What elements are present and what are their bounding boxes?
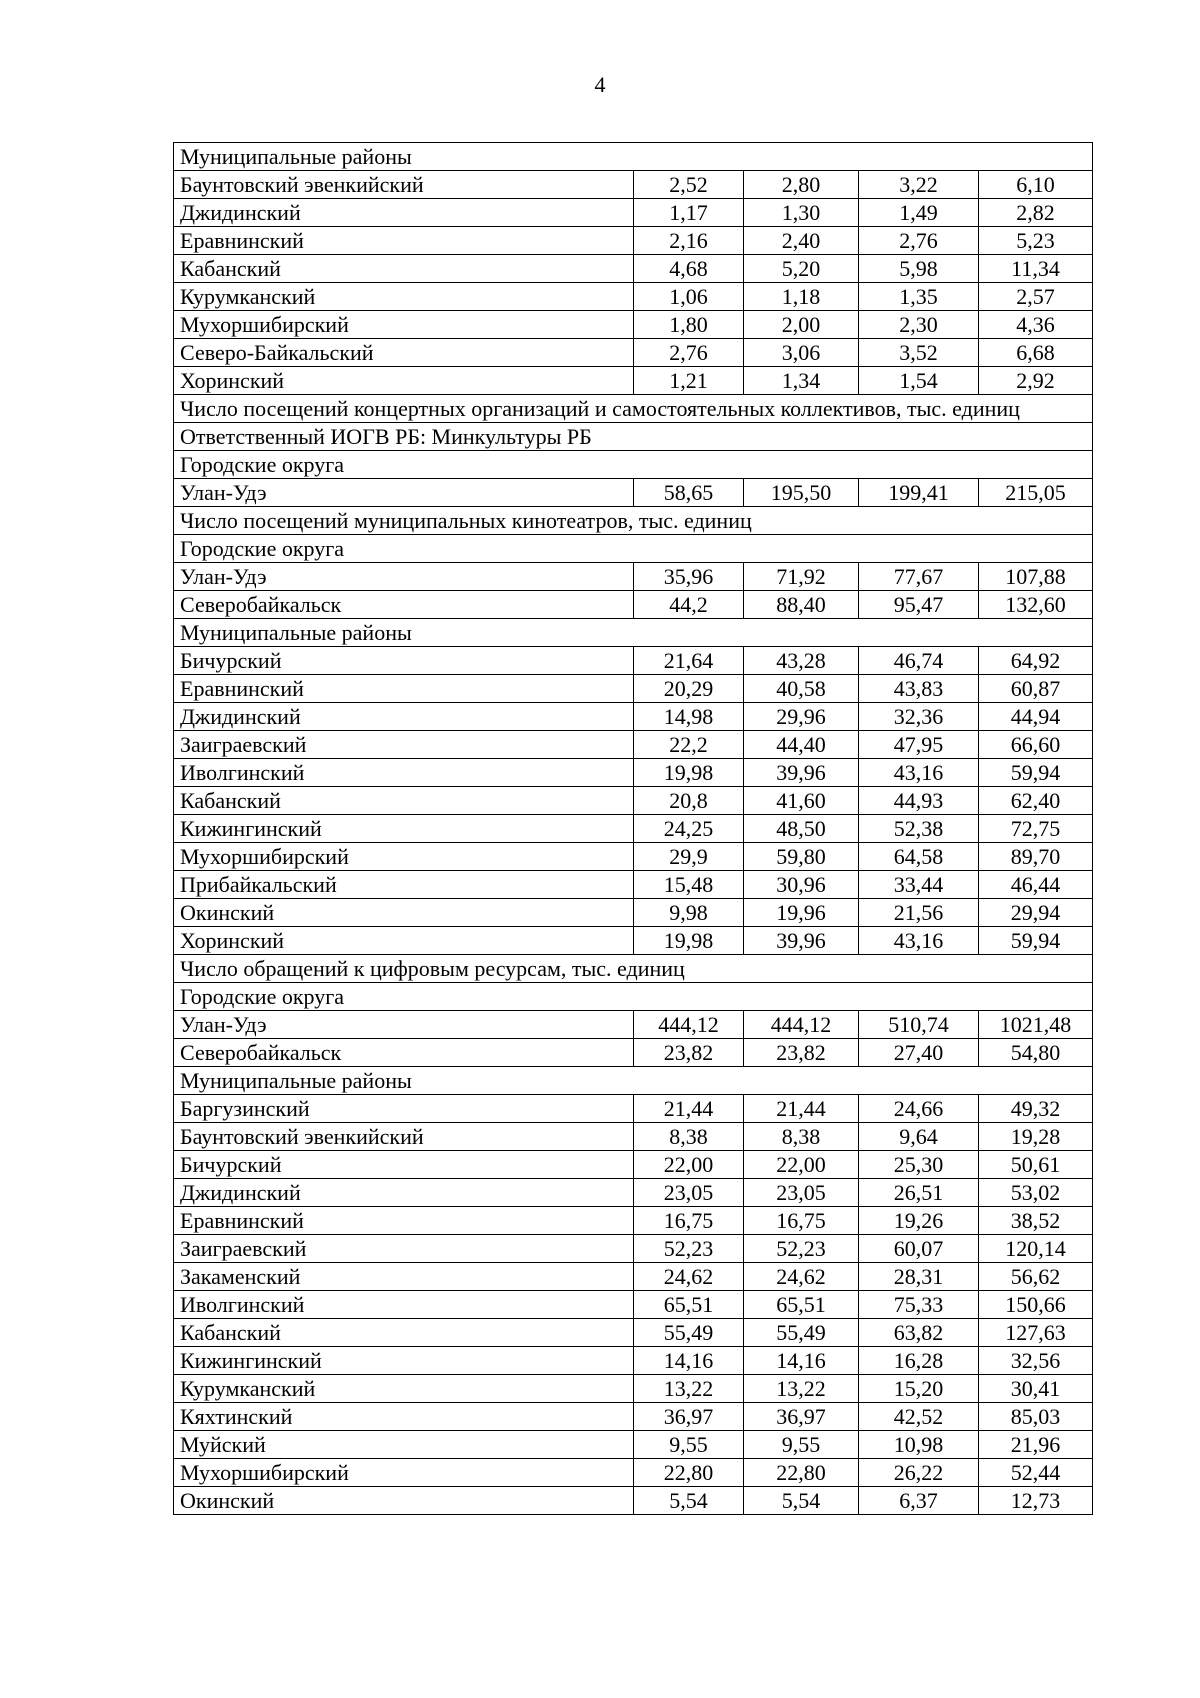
table-row (174, 927, 1093, 955)
value-cell-1: 20,8 (634, 787, 744, 815)
table-row (174, 1039, 1093, 1067)
row-name: Кабанский (174, 787, 634, 815)
value-cell-3: 3,22 (859, 171, 979, 199)
section-header-row (174, 983, 1093, 1011)
value-cell-1: 2,76 (634, 339, 744, 367)
value-cell-1: 21,44 (634, 1095, 744, 1123)
row-name: Джидинский (174, 1179, 634, 1207)
section-header-row (174, 423, 1093, 451)
value-cell-4: 53,02 (979, 1179, 1093, 1207)
row-name: Муйский (174, 1431, 634, 1459)
table-body (174, 143, 1093, 1515)
row-name: Северобайкальск (174, 1039, 634, 1067)
row-name: Джидинский (174, 703, 634, 731)
section-header-row (174, 143, 1093, 171)
value-cell-3: 43,83 (859, 675, 979, 703)
value-cell-2: 23,82 (744, 1039, 859, 1067)
table-row (174, 675, 1093, 703)
section-header-text: Число обращений к цифровым ресурсам, тыс. единиц (174, 955, 1093, 983)
value-cell-1: 13,22 (634, 1375, 744, 1403)
value-cell-4: 107,88 (979, 563, 1093, 591)
value-cell-2: 5,20 (744, 255, 859, 283)
row-name: Окинский (174, 1487, 634, 1515)
page-number: 4 (594, 72, 606, 97)
value-cell-1: 20,29 (634, 675, 744, 703)
value-cell-4: 2,57 (979, 283, 1093, 311)
section-header-row (174, 535, 1093, 563)
value-cell-4: 12,73 (979, 1487, 1093, 1515)
value-cell-3: 77,67 (859, 563, 979, 591)
value-cell-1: 14,98 (634, 703, 744, 731)
value-cell-1: 444,12 (634, 1011, 744, 1039)
row-name: Окинский (174, 899, 634, 927)
table-row (174, 1431, 1093, 1459)
table-row (174, 1347, 1093, 1375)
value-cell-2: 1,34 (744, 367, 859, 395)
value-cell-2: 48,50 (744, 815, 859, 843)
table-row (174, 227, 1093, 255)
section-header-text: Городские округа (174, 535, 1093, 563)
row-name: Иволгинский (174, 759, 634, 787)
value-cell-4: 30,41 (979, 1375, 1093, 1403)
value-cell-4: 89,70 (979, 843, 1093, 871)
value-cell-4: 6,10 (979, 171, 1093, 199)
value-cell-2: 59,80 (744, 843, 859, 871)
row-name: Еравнинский (174, 227, 634, 255)
table-row (174, 1487, 1093, 1515)
value-cell-3: 75,33 (859, 1291, 979, 1319)
table-row (174, 255, 1093, 283)
section-header-text: Число посещений концертных организаций и самостоятельных коллективов, тыс. единиц (174, 395, 1093, 423)
value-cell-1: 19,98 (634, 759, 744, 787)
row-name: Северобайкальск (174, 591, 634, 619)
table-row (174, 1151, 1093, 1179)
section-header-text: Ответственный ИОГВ РБ: Минкультуры РБ (174, 423, 1093, 451)
table-row (174, 731, 1093, 759)
value-cell-3: 64,58 (859, 843, 979, 871)
value-cell-3: 28,31 (859, 1263, 979, 1291)
value-cell-1: 24,62 (634, 1263, 744, 1291)
table-row (174, 283, 1093, 311)
value-cell-4: 4,36 (979, 311, 1093, 339)
value-cell-2: 1,18 (744, 283, 859, 311)
row-name: Курумканский (174, 283, 634, 311)
value-cell-3: 5,98 (859, 255, 979, 283)
value-cell-4: 150,66 (979, 1291, 1093, 1319)
value-cell-1: 1,06 (634, 283, 744, 311)
value-cell-4: 59,94 (979, 759, 1093, 787)
value-cell-2: 39,96 (744, 759, 859, 787)
section-header-text: Городские округа (174, 451, 1093, 479)
value-cell-1: 22,00 (634, 1151, 744, 1179)
value-cell-3: 26,51 (859, 1179, 979, 1207)
value-cell-4: 49,32 (979, 1095, 1093, 1123)
value-cell-2: 2,00 (744, 311, 859, 339)
data-table (173, 142, 1093, 1515)
value-cell-4: 29,94 (979, 899, 1093, 927)
row-name: Бичурский (174, 1151, 634, 1179)
value-cell-4: 59,94 (979, 927, 1093, 955)
value-cell-2: 444,12 (744, 1011, 859, 1039)
value-cell-4: 11,34 (979, 255, 1093, 283)
value-cell-1: 15,48 (634, 871, 744, 899)
row-name: Хоринский (174, 927, 634, 955)
value-cell-2: 29,96 (744, 703, 859, 731)
table-row (174, 367, 1093, 395)
value-cell-1: 2,16 (634, 227, 744, 255)
table-row (174, 1235, 1093, 1263)
table-row (174, 591, 1093, 619)
value-cell-3: 47,95 (859, 731, 979, 759)
value-cell-1: 23,82 (634, 1039, 744, 1067)
value-cell-2: 3,06 (744, 339, 859, 367)
value-cell-3: 10,98 (859, 1431, 979, 1459)
value-cell-3: 510,74 (859, 1011, 979, 1039)
row-name: Баунтовский эвенкийский (174, 171, 634, 199)
value-cell-4: 19,28 (979, 1123, 1093, 1151)
value-cell-1: 52,23 (634, 1235, 744, 1263)
value-cell-1: 1,17 (634, 199, 744, 227)
value-cell-1: 23,05 (634, 1179, 744, 1207)
value-cell-1: 2,52 (634, 171, 744, 199)
row-name: Прибайкальский (174, 871, 634, 899)
value-cell-1: 55,49 (634, 1319, 744, 1347)
value-cell-4: 64,92 (979, 647, 1093, 675)
value-cell-1: 22,2 (634, 731, 744, 759)
value-cell-1: 14,16 (634, 1347, 744, 1375)
value-cell-1: 22,80 (634, 1459, 744, 1487)
table-row (174, 479, 1093, 507)
value-cell-3: 43,16 (859, 759, 979, 787)
row-name: Хоринский (174, 367, 634, 395)
table-row (174, 1459, 1093, 1487)
value-cell-3: 63,82 (859, 1319, 979, 1347)
value-cell-4: 72,75 (979, 815, 1093, 843)
value-cell-2: 14,16 (744, 1347, 859, 1375)
value-cell-2: 9,55 (744, 1431, 859, 1459)
value-cell-3: 3,52 (859, 339, 979, 367)
value-cell-4: 2,82 (979, 199, 1093, 227)
value-cell-2: 24,62 (744, 1263, 859, 1291)
value-cell-3: 27,40 (859, 1039, 979, 1067)
value-cell-2: 52,23 (744, 1235, 859, 1263)
row-name: Иволгинский (174, 1291, 634, 1319)
value-cell-2: 1,30 (744, 199, 859, 227)
row-name: Курумканский (174, 1375, 634, 1403)
section-header-row (174, 507, 1093, 535)
value-cell-4: 6,68 (979, 339, 1093, 367)
value-cell-3: 2,76 (859, 227, 979, 255)
value-cell-3: 33,44 (859, 871, 979, 899)
value-cell-2: 13,22 (744, 1375, 859, 1403)
row-name: Улан-Удэ (174, 563, 634, 591)
table-row (174, 899, 1093, 927)
row-name: Мухоршибирский (174, 843, 634, 871)
value-cell-1: 44,2 (634, 591, 744, 619)
row-name: Кабанский (174, 1319, 634, 1347)
section-header-text: Муниципальные районы (174, 143, 1093, 171)
table-row (174, 1123, 1093, 1151)
value-cell-3: 32,36 (859, 703, 979, 731)
value-cell-3: 46,74 (859, 647, 979, 675)
value-cell-4: 54,80 (979, 1039, 1093, 1067)
value-cell-2: 71,92 (744, 563, 859, 591)
value-cell-3: 9,64 (859, 1123, 979, 1151)
table-row (174, 871, 1093, 899)
table-row (174, 171, 1093, 199)
value-cell-4: 52,44 (979, 1459, 1093, 1487)
row-name: Кижингинский (174, 815, 634, 843)
value-cell-3: 26,22 (859, 1459, 979, 1487)
value-cell-3: 19,26 (859, 1207, 979, 1235)
value-cell-2: 22,80 (744, 1459, 859, 1487)
table-row (174, 843, 1093, 871)
value-cell-2: 41,60 (744, 787, 859, 815)
value-cell-1: 16,75 (634, 1207, 744, 1235)
value-cell-2: 30,96 (744, 871, 859, 899)
value-cell-3: 16,28 (859, 1347, 979, 1375)
value-cell-1: 29,9 (634, 843, 744, 871)
value-cell-4: 66,60 (979, 731, 1093, 759)
value-cell-4: 46,44 (979, 871, 1093, 899)
table-row (174, 759, 1093, 787)
value-cell-3: 24,66 (859, 1095, 979, 1123)
section-header-row (174, 619, 1093, 647)
value-cell-1: 35,96 (634, 563, 744, 591)
value-cell-3: 199,41 (859, 479, 979, 507)
value-cell-3: 2,30 (859, 311, 979, 339)
table-row (174, 1403, 1093, 1431)
table-row (174, 339, 1093, 367)
value-cell-4: 127,63 (979, 1319, 1093, 1347)
value-cell-3: 25,30 (859, 1151, 979, 1179)
section-header-row (174, 395, 1093, 423)
value-cell-3: 42,52 (859, 1403, 979, 1431)
row-name: Кяхтинский (174, 1403, 634, 1431)
value-cell-2: 40,58 (744, 675, 859, 703)
value-cell-2: 2,40 (744, 227, 859, 255)
table-row (174, 1179, 1093, 1207)
section-header-text: Муниципальные районы (174, 619, 1093, 647)
value-cell-2: 43,28 (744, 647, 859, 675)
row-name: Кабанский (174, 255, 634, 283)
table-row (174, 815, 1093, 843)
table-row (174, 1011, 1093, 1039)
row-name: Кижингинский (174, 1347, 634, 1375)
value-cell-3: 6,37 (859, 1487, 979, 1515)
value-cell-1: 1,80 (634, 311, 744, 339)
row-name: Закаменский (174, 1263, 634, 1291)
value-cell-2: 55,49 (744, 1319, 859, 1347)
value-cell-2: 195,50 (744, 479, 859, 507)
table-row (174, 199, 1093, 227)
table-row (174, 1319, 1093, 1347)
value-cell-2: 88,40 (744, 591, 859, 619)
value-cell-3: 21,56 (859, 899, 979, 927)
table-row (174, 1095, 1093, 1123)
table-row (174, 1263, 1093, 1291)
table-row (174, 1375, 1093, 1403)
value-cell-1: 65,51 (634, 1291, 744, 1319)
row-name: Еравнинский (174, 1207, 634, 1235)
value-cell-4: 56,62 (979, 1263, 1093, 1291)
value-cell-1: 9,55 (634, 1431, 744, 1459)
value-cell-2: 22,00 (744, 1151, 859, 1179)
value-cell-4: 60,87 (979, 675, 1093, 703)
row-name: Мухоршибирский (174, 1459, 634, 1487)
row-name: Еравнинский (174, 675, 634, 703)
value-cell-2: 23,05 (744, 1179, 859, 1207)
value-cell-4: 21,96 (979, 1431, 1093, 1459)
value-cell-1: 1,21 (634, 367, 744, 395)
value-cell-4: 50,61 (979, 1151, 1093, 1179)
value-cell-3: 1,54 (859, 367, 979, 395)
value-cell-3: 43,16 (859, 927, 979, 955)
row-name: Бичурский (174, 647, 634, 675)
table-row (174, 703, 1093, 731)
value-cell-4: 120,14 (979, 1235, 1093, 1263)
table-row (174, 787, 1093, 815)
value-cell-2: 65,51 (744, 1291, 859, 1319)
value-cell-4: 85,03 (979, 1403, 1093, 1431)
value-cell-4: 44,94 (979, 703, 1093, 731)
value-cell-1: 4,68 (634, 255, 744, 283)
table-row (174, 563, 1093, 591)
value-cell-3: 95,47 (859, 591, 979, 619)
section-header-row (174, 955, 1093, 983)
section-header-row (174, 451, 1093, 479)
value-cell-3: 1,49 (859, 199, 979, 227)
table-row (174, 1291, 1093, 1319)
row-name: Улан-Удэ (174, 1011, 634, 1039)
value-cell-4: 32,56 (979, 1347, 1093, 1375)
value-cell-4: 215,05 (979, 479, 1093, 507)
value-cell-1: 5,54 (634, 1487, 744, 1515)
value-cell-3: 44,93 (859, 787, 979, 815)
value-cell-4: 132,60 (979, 591, 1093, 619)
value-cell-3: 1,35 (859, 283, 979, 311)
section-header-text: Число посещений муниципальных кинотеатров, тыс. единиц (174, 507, 1093, 535)
value-cell-2: 44,40 (744, 731, 859, 759)
table-row (174, 311, 1093, 339)
section-header-text: Городские округа (174, 983, 1093, 1011)
row-name: Баргузинский (174, 1095, 634, 1123)
value-cell-1: 9,98 (634, 899, 744, 927)
value-cell-2: 5,54 (744, 1487, 859, 1515)
row-name: Северо-Байкальский (174, 339, 634, 367)
value-cell-2: 8,38 (744, 1123, 859, 1151)
value-cell-4: 62,40 (979, 787, 1093, 815)
value-cell-2: 19,96 (744, 899, 859, 927)
section-header-text: Муниципальные районы (174, 1067, 1093, 1095)
value-cell-4: 38,52 (979, 1207, 1093, 1235)
value-cell-1: 21,64 (634, 647, 744, 675)
value-cell-2: 2,80 (744, 171, 859, 199)
value-cell-2: 16,75 (744, 1207, 859, 1235)
value-cell-1: 58,65 (634, 479, 744, 507)
value-cell-3: 60,07 (859, 1235, 979, 1263)
value-cell-3: 15,20 (859, 1375, 979, 1403)
value-cell-4: 5,23 (979, 227, 1093, 255)
value-cell-4: 2,92 (979, 367, 1093, 395)
section-header-row (174, 1067, 1093, 1095)
table-row (174, 647, 1093, 675)
value-cell-4: 1021,48 (979, 1011, 1093, 1039)
value-cell-1: 36,97 (634, 1403, 744, 1431)
value-cell-1: 19,98 (634, 927, 744, 955)
value-cell-2: 36,97 (744, 1403, 859, 1431)
value-cell-3: 52,38 (859, 815, 979, 843)
row-name: Джидинский (174, 199, 634, 227)
table-row (174, 1207, 1093, 1235)
value-cell-1: 8,38 (634, 1123, 744, 1151)
row-name: Заиграевский (174, 731, 634, 759)
value-cell-2: 39,96 (744, 927, 859, 955)
value-cell-1: 24,25 (634, 815, 744, 843)
row-name: Мухоршибирский (174, 311, 634, 339)
value-cell-2: 21,44 (744, 1095, 859, 1123)
row-name: Заиграевский (174, 1235, 634, 1263)
row-name: Баунтовский эвенкийский (174, 1123, 634, 1151)
row-name: Улан-Удэ (174, 479, 634, 507)
